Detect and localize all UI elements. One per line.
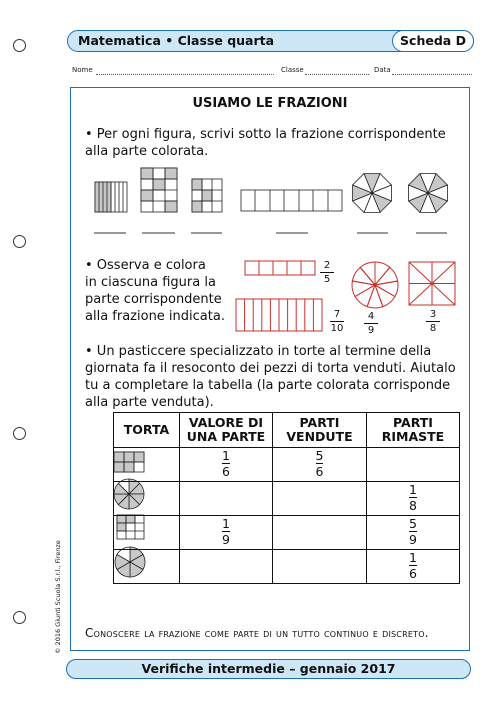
footer-label: Verifiche intermedie – gennaio 2017 — [141, 661, 396, 676]
worksheet-title: USIAMO LE FRAZIONI — [192, 96, 348, 111]
cell-vendute[interactable]: $\frac{5}{6}$ — [273, 448, 367, 482]
fraction-label: 4 9 — [362, 311, 380, 336]
figure-long-bar — [241, 190, 342, 211]
footer-bar — [66, 659, 471, 679]
fraction-label: 3 8 — [424, 309, 442, 334]
exercise1-instruction: • Per ogni figura, scrivi sotto la frazione corrispondente alla parte colorata. — [85, 127, 446, 159]
col-header-torta: TORTA — [114, 413, 180, 448]
cell-rimaste[interactable]: $\frac{5}{9}$ — [367, 516, 460, 550]
red-bar-5-parts — [245, 261, 315, 275]
class-label: Classe — [281, 66, 304, 74]
col-header-vendute: PARTI VENDUTE — [273, 413, 367, 448]
figure-octagon-pie — [353, 174, 392, 213]
cell-vendute[interactable] — [273, 516, 367, 550]
table-row — [114, 516, 460, 550]
sheet-label: Scheda D — [392, 30, 474, 52]
segment — [352, 267, 375, 285]
copyright-note: © 2016 Giunti Scuola S.r.l., Firenze — [54, 540, 62, 654]
fraction-label: 7 10 — [330, 309, 344, 334]
col-header-rimaste: PARTI RIMASTE — [367, 413, 460, 448]
cell-vendute[interactable] — [273, 482, 367, 516]
col-header-valore: VALORE DI UNA PARTE — [180, 413, 273, 448]
subject-label: Matematica • Classe quarta — [78, 33, 275, 48]
red-square-8-parts — [409, 262, 455, 305]
cell-torta — [114, 448, 180, 482]
figure-octagon-pie-2 — [409, 174, 448, 213]
red-circle-9-parts — [352, 262, 398, 308]
table-row — [114, 482, 460, 516]
cell-rimaste[interactable]: $\frac{1}{6}$ — [367, 550, 460, 584]
segment — [360, 262, 375, 285]
cell-valore[interactable] — [180, 550, 273, 584]
table-header-row — [114, 413, 460, 448]
name-label: Nome — [72, 66, 93, 74]
cell-valore[interactable] — [180, 482, 273, 516]
segment — [355, 285, 375, 307]
cell-valore[interactable]: $\frac{1}{6}$ — [180, 448, 273, 482]
segment — [375, 262, 390, 285]
cell-torta — [114, 482, 180, 516]
cell-torta — [114, 550, 180, 584]
table-row — [114, 448, 460, 482]
fraction-label: 2 5 — [318, 260, 336, 285]
learning-goal: Conoscere la frazione come parte di un tutto continuo e discreto. — [85, 626, 429, 640]
red-bar-10-parts — [236, 299, 322, 331]
cell-torta — [114, 516, 180, 550]
figure-grid-3x3 — [192, 179, 222, 212]
figure-vertical-strips — [95, 182, 127, 212]
cell-vendute[interactable] — [273, 550, 367, 584]
cake-table — [113, 412, 460, 584]
cell-valore[interactable]: $\frac{1}{9}$ — [180, 516, 273, 550]
segment — [375, 267, 398, 285]
figure-grid-3x4 — [141, 168, 177, 212]
table-row — [114, 550, 460, 584]
cell-rimaste[interactable]: $\frac{1}{8}$ — [367, 482, 460, 516]
date-label: Data — [374, 66, 391, 74]
segment — [375, 285, 395, 307]
cell-rimaste[interactable] — [367, 448, 460, 482]
exercise2-instruction: • Osserva e colora in ciascuna figura la parte corrispondente alla frazione indicata. — [85, 258, 225, 324]
exercise3-instruction: • Un pasticcere specializzato in torte al termine della giornata fa il resoconto dei pezzi di torta venduti. Aiutalo tu a completare la tabella (la parte colorata corrisponde alla parte venduta). — [85, 344, 456, 410]
